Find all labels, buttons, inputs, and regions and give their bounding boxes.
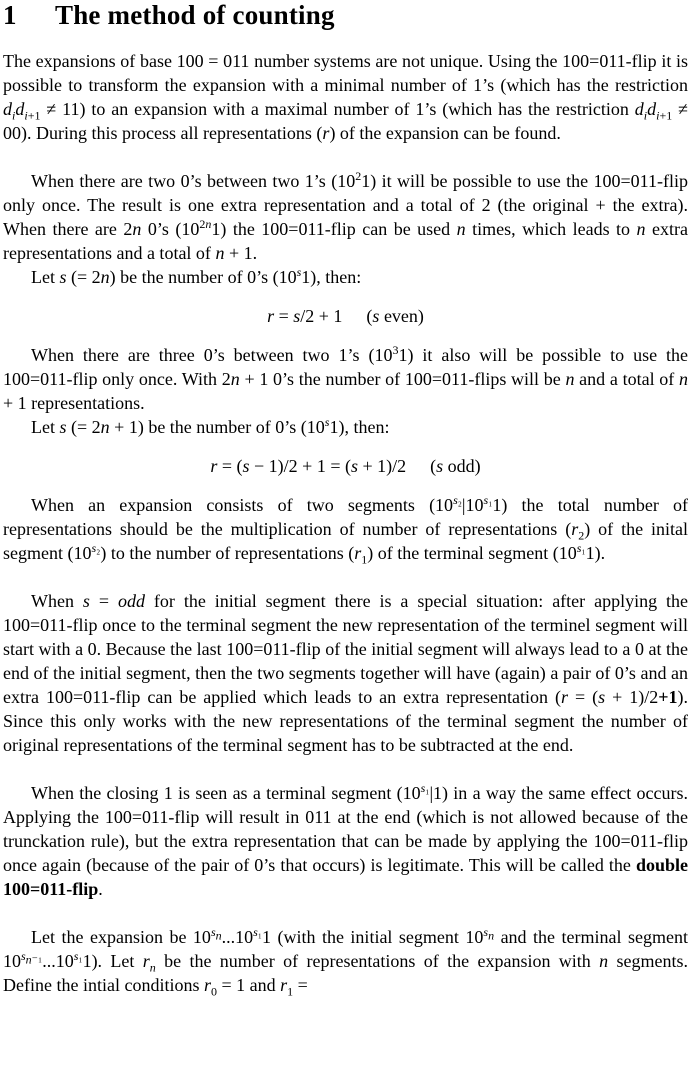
bold-term: double 100=011-flip: [3, 855, 688, 899]
paragraph-8: When the closing 1 is seen as a terminal segment $(10^{s_1}|1)$ in a way the same effect occurs. Applying the 100=011-flip will result in 011 at the end (which is not allowed because of the trunckation rule), but the extra representation that can be made by applying the 100=011-flip once again (because of the pair of 0’s that occurs) is legitimate. This will be called the double 100=011-flip.: [3, 781, 688, 899]
equation-even: r = s/2 + 1 (s even): [267, 306, 424, 326]
paragraph-4: When there are three 0’s between two 1’s $(10^31)$ it also will be possible to use the 100=011-flip only once. With 2n + 1 0’s the number of 100=011-flips will be n and a total of n + 1 representations.: [3, 343, 688, 413]
section-title: The method of counting: [55, 0, 335, 30]
section-heading: [3, 0, 688, 34]
paragraph-1: The expansions of base 100 = 011 number systems are not unique. Using the 100=011-flip it is possible to transform the expansion with a minimal number of 1’s (which has the restriction $d_id_{i+1} \ne 11$) to an expansion with a maximal number of 1’s (which has the restriction $d_id_{i+1} \ne 00$). During this process all representations (r) of the expansion can be found.: [3, 51, 688, 143]
paragraph-2: When there are two 0’s between two 1’s $(10^21)$ it will be possible to use the 100=011-flip only once. The result is one extra representation and a total of 2 (the original + the extra). When there are 2n 0’s $(10^{2n}1)$ the 100=011-flip can be used n times, which leads to n extra representations and a total of n + 1.: [3, 169, 689, 263]
paragraph-7: When s = odd for the initial segment there is a special situation: after applying the 100=011-flip once to the terminal segment the new representation of the terminel segment will start with a 0. Because the last 100=011-flip of the initial segment will always lead to a 0 at the end of the initial segment, then the two segments together will have (again) a pair of 0’s and an extra 100=011-flip can be applied which leads to an extra representation (r = (s + 1)/2+1). Since this only works with the new representations of the terminal segment the number of original representations of the terminal segment has to be subtracted at the end.: [3, 591, 689, 755]
paragraph-6: When an expansion consists of two segments $(10^{s_2}|10^{s_1}1)$ the total number of representations should be the multiplication of number of representations $(r_2)$ of the inital segment $(10^{s_2})$ to the number of representations $(r_1)$ of the terminal segment $(10^{s_1}1)$.: [3, 493, 688, 567]
paragraph-9: Let the expansion be $10^{s_n}...10^{s_1}1$ (with the initial segment $10^{s_n}$ and the terminal segment $10^{s_n_{-1}}...10^{s_1}1$). Let $r_n$ be the number of representations of the expansion with n segments. Define the intial conditions $r_0 = 1$ and $r_1$ =: [3, 925, 688, 999]
paragraph-3: Let s (= 2n) be the number of 0’s (10$^s$1), then:: [31, 265, 362, 287]
paragraph-5: Let s (= 2n + 1) be the number of 0’s (10$^s$1), then:: [31, 415, 390, 437]
equation-odd: r = (s − 1)/2 + 1 = (s + 1)/2 (s odd): [210, 456, 481, 476]
section-number: 1: [3, 0, 17, 30]
